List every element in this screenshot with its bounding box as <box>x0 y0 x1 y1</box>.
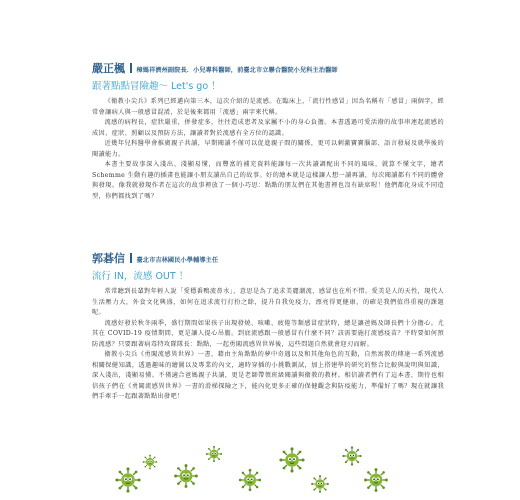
preface-body-1 <box>92 97 444 202</box>
author-name-1: 嚴正楓 <box>92 62 125 75</box>
preface-body-2 <box>92 287 444 403</box>
paragraph: 本書主要故事深入淺出、淺顯易懂，而豐富的補充資料能讓每一次共讀調配出不同的風味，就算不懂文字，繪者 Schemme 生動有趣的插畫也能讓小朋友讀出自己的故事。好的繪本就是這樣讓人想一讀再讀，每次閱讀都有不同的體會與發現。像我就發現作者在這次的故事裡放了一個小巧思：點點的朋友們在其他書裡也沒有缺席喔！他們都化身成不同造型，你們都找到了嗎？ <box>92 161 444 200</box>
divider-bar-1 <box>130 63 132 73</box>
virus-icon <box>206 446 222 462</box>
virus-icon <box>143 455 158 470</box>
paragraph: 常常聽到長輩對年輕人說「愛穩番鴨流鼻水」，意思是為了追求美麗潮流，感冒也在所不惜。愛美是人的天性，現代人生活壓力大，外食文化興盛，如何在追求流行打扮之餘，提升自我免疫力，漂亮得更健康，的確是我們值得重視的課題呢。 <box>92 288 444 317</box>
paragraph: 《衛教小尖兵》系列已經邁向第三本，這次介紹的是流感。在臨床上，「流行性感冒」因為名稱有「感冒」兩個字，經常會讓病人與一般感冒混淆，於是後來都用「流感」兩字來代稱。 <box>92 98 444 116</box>
paragraph: 衛教小尖兵《勇闖流感異世界》一書，藉由主角點點的夢中奇遇以及和其他角色的互動，自然寓教的傳達一系列流感相關保健知識，透過趣味的繪圖以及專業的內文，適時穿插的小挑戰測試，加上搭建學的研究的整合比較與說明與知識，深入淺出，淺顯易懂。不僅適合爸媽親子共讀，更是老師帶領班級閱讀與衛教的教材。相信讀者們有了這本書，期待也相信孩子們在《勇闖流感異世界》一書的滑梯探險之下，能內化更多正確的保健觀念與防疫能力，準備好了嗎？現在就讓我們手牽手一起跟著點點出發吧！ <box>92 351 444 401</box>
virus-icon <box>279 447 304 472</box>
author-name-2: 郭碁信 <box>92 252 125 265</box>
virus-icon <box>364 468 388 492</box>
paragraph: 流感的病程長，症狀嚴重，併發症多，往往造成患者及家屬不小的身心負擔。本書透過可愛活潑的故事串連起流感的成因、症狀、照顧以及預防方法，讓讀者對於流感有全方位的認識。 <box>92 119 444 137</box>
author-title-2: 臺北市吉林國民小學輔導主任 <box>136 257 219 264</box>
virus-icon <box>342 446 361 465</box>
paragraph: 流感好發於秋冬兩季，盛行期間如果孩子出現發燒、咳嗽、疲倦等類感冒症狀時，總是讓爸媽及師長們十分擔心。尤其在 COVID-19 疫情期間，更是讓人提心吊膽。到底流感跟一般感冒有什麼不同？該需要施打流感疫苗？平時要如何預防流感？只要跟著病毒特攻隊隊長：點點，一起勇闖流感異世界後，這些問題自然就會迎刃而解。 <box>92 319 444 348</box>
virus-icon <box>311 475 329 493</box>
preface-section-2 <box>92 250 444 403</box>
virus-icon <box>115 467 140 492</box>
preface-subtitle-1: 跟著點點冒險趣～ Let's go ！ <box>92 81 221 92</box>
virus-icon <box>174 464 198 488</box>
author-header-1 <box>92 60 444 76</box>
divider-bar-2 <box>130 253 132 263</box>
author-header-2 <box>92 250 444 266</box>
preface-section-1 <box>92 60 444 202</box>
virus-illustrations <box>0 440 520 500</box>
preface-subtitle-2: 流行 IN，流感 OUT ！ <box>92 271 189 282</box>
virus-icon <box>239 469 261 491</box>
paragraph: 近幾年兒科醫學會推廣親子共讀，早期閱讀不僅可以促進親子間的關係，更可以刺激寶寶腦部、語言發展及就學後的閱讀能力。 <box>92 140 444 158</box>
author-title-1: 樟媽祥濟州副院長．小兒專科醫師，前臺北市立聯合醫院小兒科主治醫師 <box>136 67 338 74</box>
